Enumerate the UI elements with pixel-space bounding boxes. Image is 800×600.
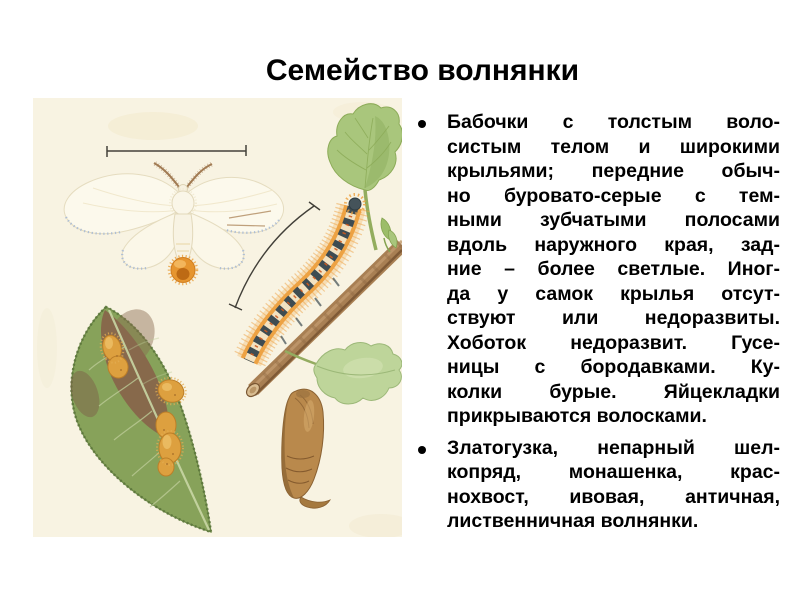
text-line: но буровато-серые с тем-	[447, 184, 780, 207]
bullet-marker-cell	[415, 436, 447, 534]
text-line: Хоботок недоразвит. Гусе-	[447, 331, 780, 354]
text-line: ние – более светлые. Иног-	[447, 258, 780, 280]
text-line: вдоль наружного края, зад-	[447, 233, 780, 256]
text-line: систым телом и широкими	[447, 135, 780, 158]
text-line: ницы с бородавками. Ку-	[447, 356, 780, 378]
bullet-text	[447, 110, 780, 429]
paper-stain	[108, 112, 198, 140]
bullet-list	[415, 110, 780, 541]
bullet-marker-cell	[415, 110, 447, 429]
caterpillar-head	[349, 198, 361, 210]
text-line: Златогузка, непарный шел-	[447, 436, 780, 459]
bullet-dot-icon	[418, 120, 426, 128]
text-line: нохвост, ивовая, античная,	[447, 485, 780, 508]
text-line: да у самок крылья отсут-	[447, 282, 780, 305]
orange-tail-tuft	[169, 256, 197, 284]
moth-plate-figure	[33, 98, 402, 537]
text-line: ствуют или недоразвиты.	[447, 307, 780, 329]
text-line: лиственничная волнянки.	[447, 510, 699, 532]
text-line: прикрываются волосками.	[447, 405, 707, 427]
moth-abdomen	[173, 214, 192, 260]
bullet-dot-icon	[418, 446, 426, 454]
bullet-item	[415, 110, 780, 429]
text-line: копряд, монашенка, крас-	[447, 461, 780, 483]
page-title: Семейство волнянки	[265, 54, 580, 87]
text-line: ными зубчатыми полосами	[447, 209, 780, 231]
illustration-panel	[33, 98, 402, 537]
bullet-text	[447, 436, 780, 534]
text-line: колки бурые. Яйцекладки	[447, 380, 780, 403]
text-line: крыльями; передние обыч-	[447, 160, 780, 182]
bullet-item	[415, 436, 780, 534]
paper-stain	[37, 308, 57, 388]
moth-thorax	[172, 191, 194, 215]
text-line: Бабочки с толстым воло-	[447, 111, 780, 133]
